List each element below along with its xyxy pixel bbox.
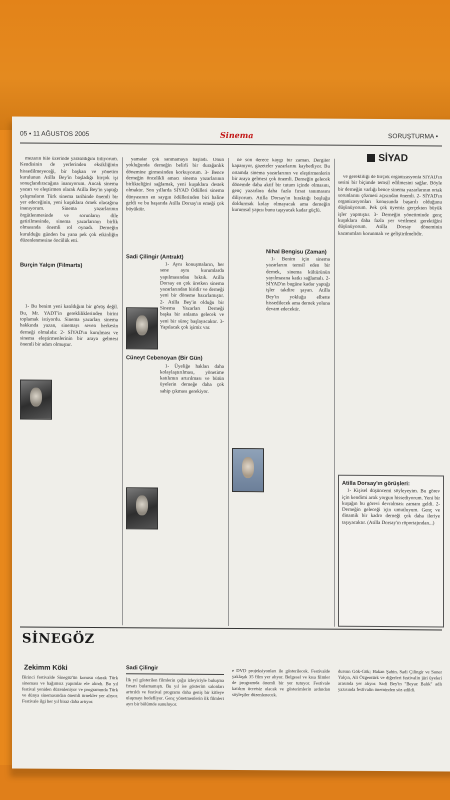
portrait-photo bbox=[20, 380, 52, 420]
folio bbox=[20, 131, 442, 144]
publication-title: Sinema bbox=[220, 129, 254, 141]
article-text: yamalar çok sanmamaya başladı. Onun yokluğunda derneğin belirli bir durağanlık dönemine girmesinden korkuyorum. 3- Bence derneğin öncelikli amacı sinema yazarlarının birlikteliğini sağlamak, yeni kuşaklara destek olmaktır. Son yıllarda SİYAD Ödülleri sinema dünyasının en saygın ödüllerinden biri haline geldi ve bu başarıda Atilla Dorsay'ın emeği çok büyüktür. bbox=[126, 157, 224, 213]
background-top bbox=[0, 0, 450, 130]
article-text: mezarın bile üzerinde yaratıldığını biliyorum. Kendisinin de yerlerinden eksikliğinin hissedilmeyeceği, bir başkan ve yönetim kurulunun Atilla Bey'in başladığı birçok işi sonuçlandıracağına inanıyorum. Ancak sinema yazarı ve eleştirmen olarak Atilla Bey'in yaptığı çalışmaların Türk sinema tarihinde önemli bir yer edeceğinin, yeni kuşaklara örnek olacağına inanıyorum. Sinema yazarlarının örgütlenmesinde ve sorunların dile getirilmesinde, sinema yazarlarının birlik olmasında önemli rol oynadı. Derneğin kurulduğu günden bu yana pek çok etkinliğin düzenlenmesine öncülük etti. bbox=[20, 156, 118, 244]
portrait-face bbox=[242, 457, 254, 478]
column-divider bbox=[228, 158, 229, 626]
sub-headline: Zekimm Köki bbox=[24, 664, 68, 672]
article-text: 1- Üyeliğe hakları daha kolaylaştırılması, yönetime katılımın artırılması ve bütün üyelerin derneğe daha çok sahip çıkması gerekiyor. bbox=[160, 364, 224, 395]
column-divider bbox=[122, 157, 123, 625]
portrait-face bbox=[30, 387, 42, 406]
sinegoz-column-3: e DVD projeksiyonları ile gösterilecek. Festivalde yaklaşık 35 film yer alıyor. Belgesel ve kısa filmler de programda önemli bir yer tutuyor. Festivale katılım ücretsiz olacak ve gösterimlerin ardından söyleşiler düzenlenecek. bbox=[232, 668, 330, 697]
byline: Atilla Dorsay'ın görüşleri: bbox=[342, 480, 410, 488]
quote-box-content bbox=[342, 481, 440, 528]
section-rule bbox=[20, 627, 442, 631]
column-divider bbox=[334, 159, 335, 627]
article-text: 1- Kişisel düşüncemi söyleyeyim. Bu görev için kendimi artık yorgun hissediyorum. Yeni bir kuşağın bu görevi devralması zamanı geldi. 2- Derneğin geleceği için umutluyum. Genç ve dinamik bir kadro derneği çok daha ileriye taşıyacaktır. (Atilla Dorsay'ın röportajından...) bbox=[342, 489, 440, 527]
portrait-photo bbox=[126, 487, 158, 529]
siyad-logo: SİYAD bbox=[367, 153, 408, 164]
portrait-face bbox=[136, 496, 148, 516]
column-3 bbox=[232, 158, 330, 629]
portrait-face bbox=[136, 316, 148, 336]
article-text: 1- Benim için sinema yazarlarını temsil eden bir dernek, sinema kültürünün yayılmasına katkı sağlamalı. 2- SİYAD'ın bugüne kadar yaptığı işler takdire şayan. Atilla Bey'in yokluğu elbette hissedilecek ama dernek yoluna devam edecektir. bbox=[266, 257, 330, 313]
section-title: SİNEGÖZ bbox=[22, 631, 95, 648]
section-label: SORUŞTURMA • bbox=[388, 133, 438, 141]
article-text: ne son derece kaygı bir zaman. Dergiler kapanıyor, gazeteler yazarlarını kaybediyor. Bu ortamda sinema yazarlarının ve eleştirmenlerin bir araya gelmesi çok önemli. Derneğin gelecek dönemde daha aktif bir tutum içinde olmasını, genç yazarlara daha fazla fırsat tanımasını diliyorum. Atilla Dorsay'ın bıraktığı boşluğu doldurmak kolay olmayacak ama derneğin kurumsal yapısı bunu taşıyacak kadar güçlü. bbox=[232, 158, 330, 215]
byline-rule bbox=[126, 673, 224, 675]
article-text: 1- Aynı konuşmaların, her sene aynı kurumlarda yapılmasından bıktık. Atilla Dorsay en çok üretken sinema yazarlarından biridir ve derneği yeni bir döneme hazırlamıştır. 2- Atilla Bey'in olduğu bir Sinema Yazarları Derneği başka bir anlama gelecek ve yeni bir süreç başlayacaktır. 3- Yapılacak çok işimiz var. bbox=[160, 262, 224, 331]
byline: Cüneyt Cebenoyan (Bir Gün) bbox=[126, 355, 203, 363]
header-rule bbox=[20, 143, 442, 147]
sinegoz-column-4: dursun Gök-Gök; Hakan Şahin, Sadi Çilingir ve Soner Yalçın, Ali Özgentürk ve diğerleri festivalin jüri üyeleri arasında yer alıyor. Sadi Bey'in "Beyaz Balık" adlı yazısında festivalin öneminden söz edildi. bbox=[338, 668, 442, 693]
newspaper-page bbox=[12, 116, 450, 771]
column-4 bbox=[338, 175, 442, 476]
sinegoz-column-1: Birinci festivalde Sinegöz'ün konusu olarak Türk sineması ve bağımsız yapımlar ele alındı. Bu yıl festival yeniden düzenleniyor ve programında Türk ve dünya sinemasından önemli örnekler yer alıyor. Festivale ilgi her yıl biraz daha artıyor. bbox=[22, 674, 118, 704]
article-text: ve gerekliliği de birçok organizasyonla SİYAD'ın sesini bir biçimde temsil edilmesini sağlar. Böyle bir derneğin varlığı bence sinema yazarlarının ortak sorunlarını çözmesi açısından önemli. 2- SİYAD'ın organizasyonları konusunda başarılı olduğunu düşünüyorum. Pek çok üyemiz gerçekten büyük işler yapmıştır. 3- Derneğin yönetiminde genç kuşaklara daha fazla yer verilmesi gerektiğini düşünüyorum. Atilla Dorsay döneminin kazanımları korunmalı ve geliştirilmelidir. bbox=[338, 174, 442, 238]
byline: Burçin Yalçın (Filmarts) bbox=[20, 262, 83, 270]
column-2 bbox=[126, 157, 224, 628]
siyad-logo-icon bbox=[367, 154, 375, 162]
portrait-photo bbox=[232, 448, 264, 492]
byline: Nihal Bengisu (Zaman) bbox=[266, 248, 327, 256]
quote-box bbox=[338, 475, 444, 628]
issue-date: 05 • 11 AĞUSTOS 2005 bbox=[20, 130, 90, 139]
byline: Sadi Çilingir (Antrakt) bbox=[126, 253, 184, 261]
portrait-photo bbox=[126, 307, 158, 349]
article-text: 1- Bu benim yeni katıldığım bir görüş değil. Bu, Mr. YADT'in gerekliliklerinden birini toplamak istiyordu. Sinema yazarları sinema hakkında yazan, sinemayı seven herkesin derneği olmalıdır. 2- SİYAD'ın kurulması ve sinema eleştirmenlerinin bir araya gelmesi önemli bir adım olmuştur. bbox=[20, 305, 118, 349]
byline: Sadi Çilingir bbox=[126, 665, 159, 672]
sinegoz-column-2: İlk yıl gösterilen filmlerin çoğu izleyiciyle buluşma fırsatı bulamamıştı. Bu yıl ise gösterim salonları artırıldı ve festival programı daha geniş bir kitleye ulaşmayı hedefliyor. Genç yönetmenlerin ilk filmleri ayrı bir bölümde sunuluyor. bbox=[126, 677, 224, 707]
